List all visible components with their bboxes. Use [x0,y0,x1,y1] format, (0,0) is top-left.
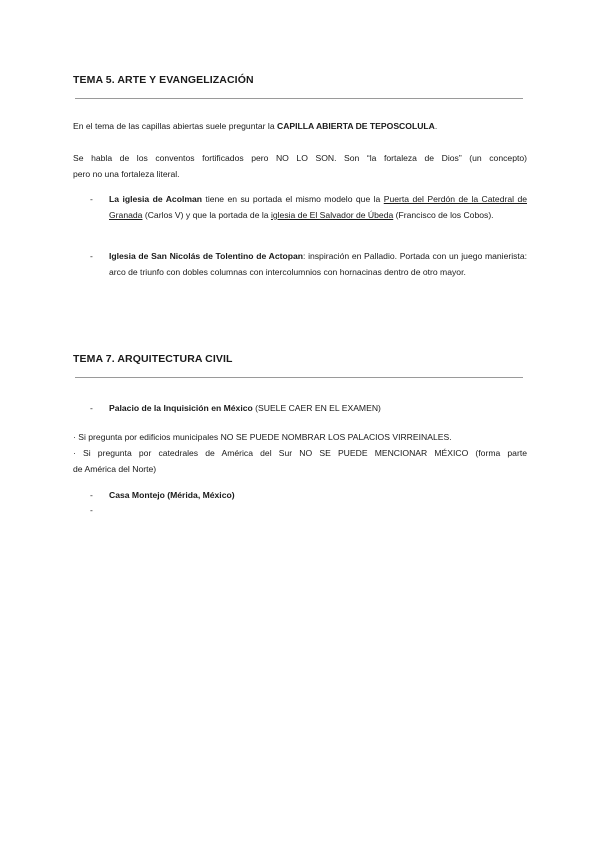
tema7-heading: TEMA 7. ARQUITECTURA CIVIL [73,353,233,365]
note-municipales: · Si pregunta por edificios municipales NO SE PUEDE NOMBRAR LOS PALACIOS VIRREINALES. [73,432,452,442]
casa-montejo-bold: Casa Montejo (Mérida, México) [109,490,235,500]
acolman-text-3: (Francisco de los Cobos). [393,210,494,220]
list-item-body [109,248,527,280]
list-item-body [109,487,527,503]
tema5-heading: TEMA 5. ARTE Y EVANGELIZACIÓN [73,74,254,86]
list-dash: - [90,194,93,204]
link-iglesia-salvador[interactable]: iglesia de El Salvador de Úbeda [270,210,394,220]
tema7-notes [73,429,527,477]
tema7-divider [75,377,523,378]
list-dash: - [90,251,93,261]
acolman-text-2: (Carlos V) y que la portada de la [142,210,271,220]
capillas-text: En el tema de las capillas abiertas suele preguntar la [73,121,277,131]
tema5-paragraph-conventos [73,150,527,182]
capillas-bold: CAPILLA ABIERTA DE TEPOSCOLULA [276,121,435,131]
list-item-body [109,191,527,223]
list-dash: - [90,403,93,413]
tema5-paragraph-capillas [73,118,527,134]
list-dash: - [90,505,93,515]
list-item-inquisicion [73,400,527,416]
list-item-casa-montejo [73,487,527,503]
list-item-body [109,400,527,416]
note-catedrales-line-1: · Si pregunta por catedrales de América del Sur NO SE PUEDE MENCIONAR MÉXICO (forma parte [73,448,527,458]
note-catedrales-line-2: de América del Norte) [73,464,157,474]
list-item-empty [73,502,527,518]
list-dash: - [90,490,93,500]
acolman-bold: La iglesia de Acolman [109,194,203,204]
inquisicion-text: (SUELE CAER EN EL EXAMEN) [252,403,381,413]
actopan-text: : inspiración en Palladio. Portada con un juego manierista: arco de triunfo con dobles columnas con intercolumnios con hornacinas dentro de otro mayor. [109,251,527,277]
link-puerta-perdon[interactable]: Puerta del Perdón de la Catedral de Granada [109,194,527,220]
tema5-divider [75,98,523,99]
conventos-line-1: Se habla de los conventos fortificados pero NO LO SON. Son “la fortaleza de Dios” (un concepto) [73,153,527,163]
conventos-line-2: pero no una fortaleza literal. [73,169,180,179]
capillas-end: . [434,121,438,131]
list-item-acolman [73,191,527,239]
list-item-actopan [73,248,527,296]
inquisicion-bold: Palacio de la Inquisición en México [109,403,253,413]
actopan-bold: Iglesia de San Nicolás de Tolentino de Actopan [109,251,303,261]
acolman-text-1: tiene en su portada el mismo modelo que la [202,194,384,204]
